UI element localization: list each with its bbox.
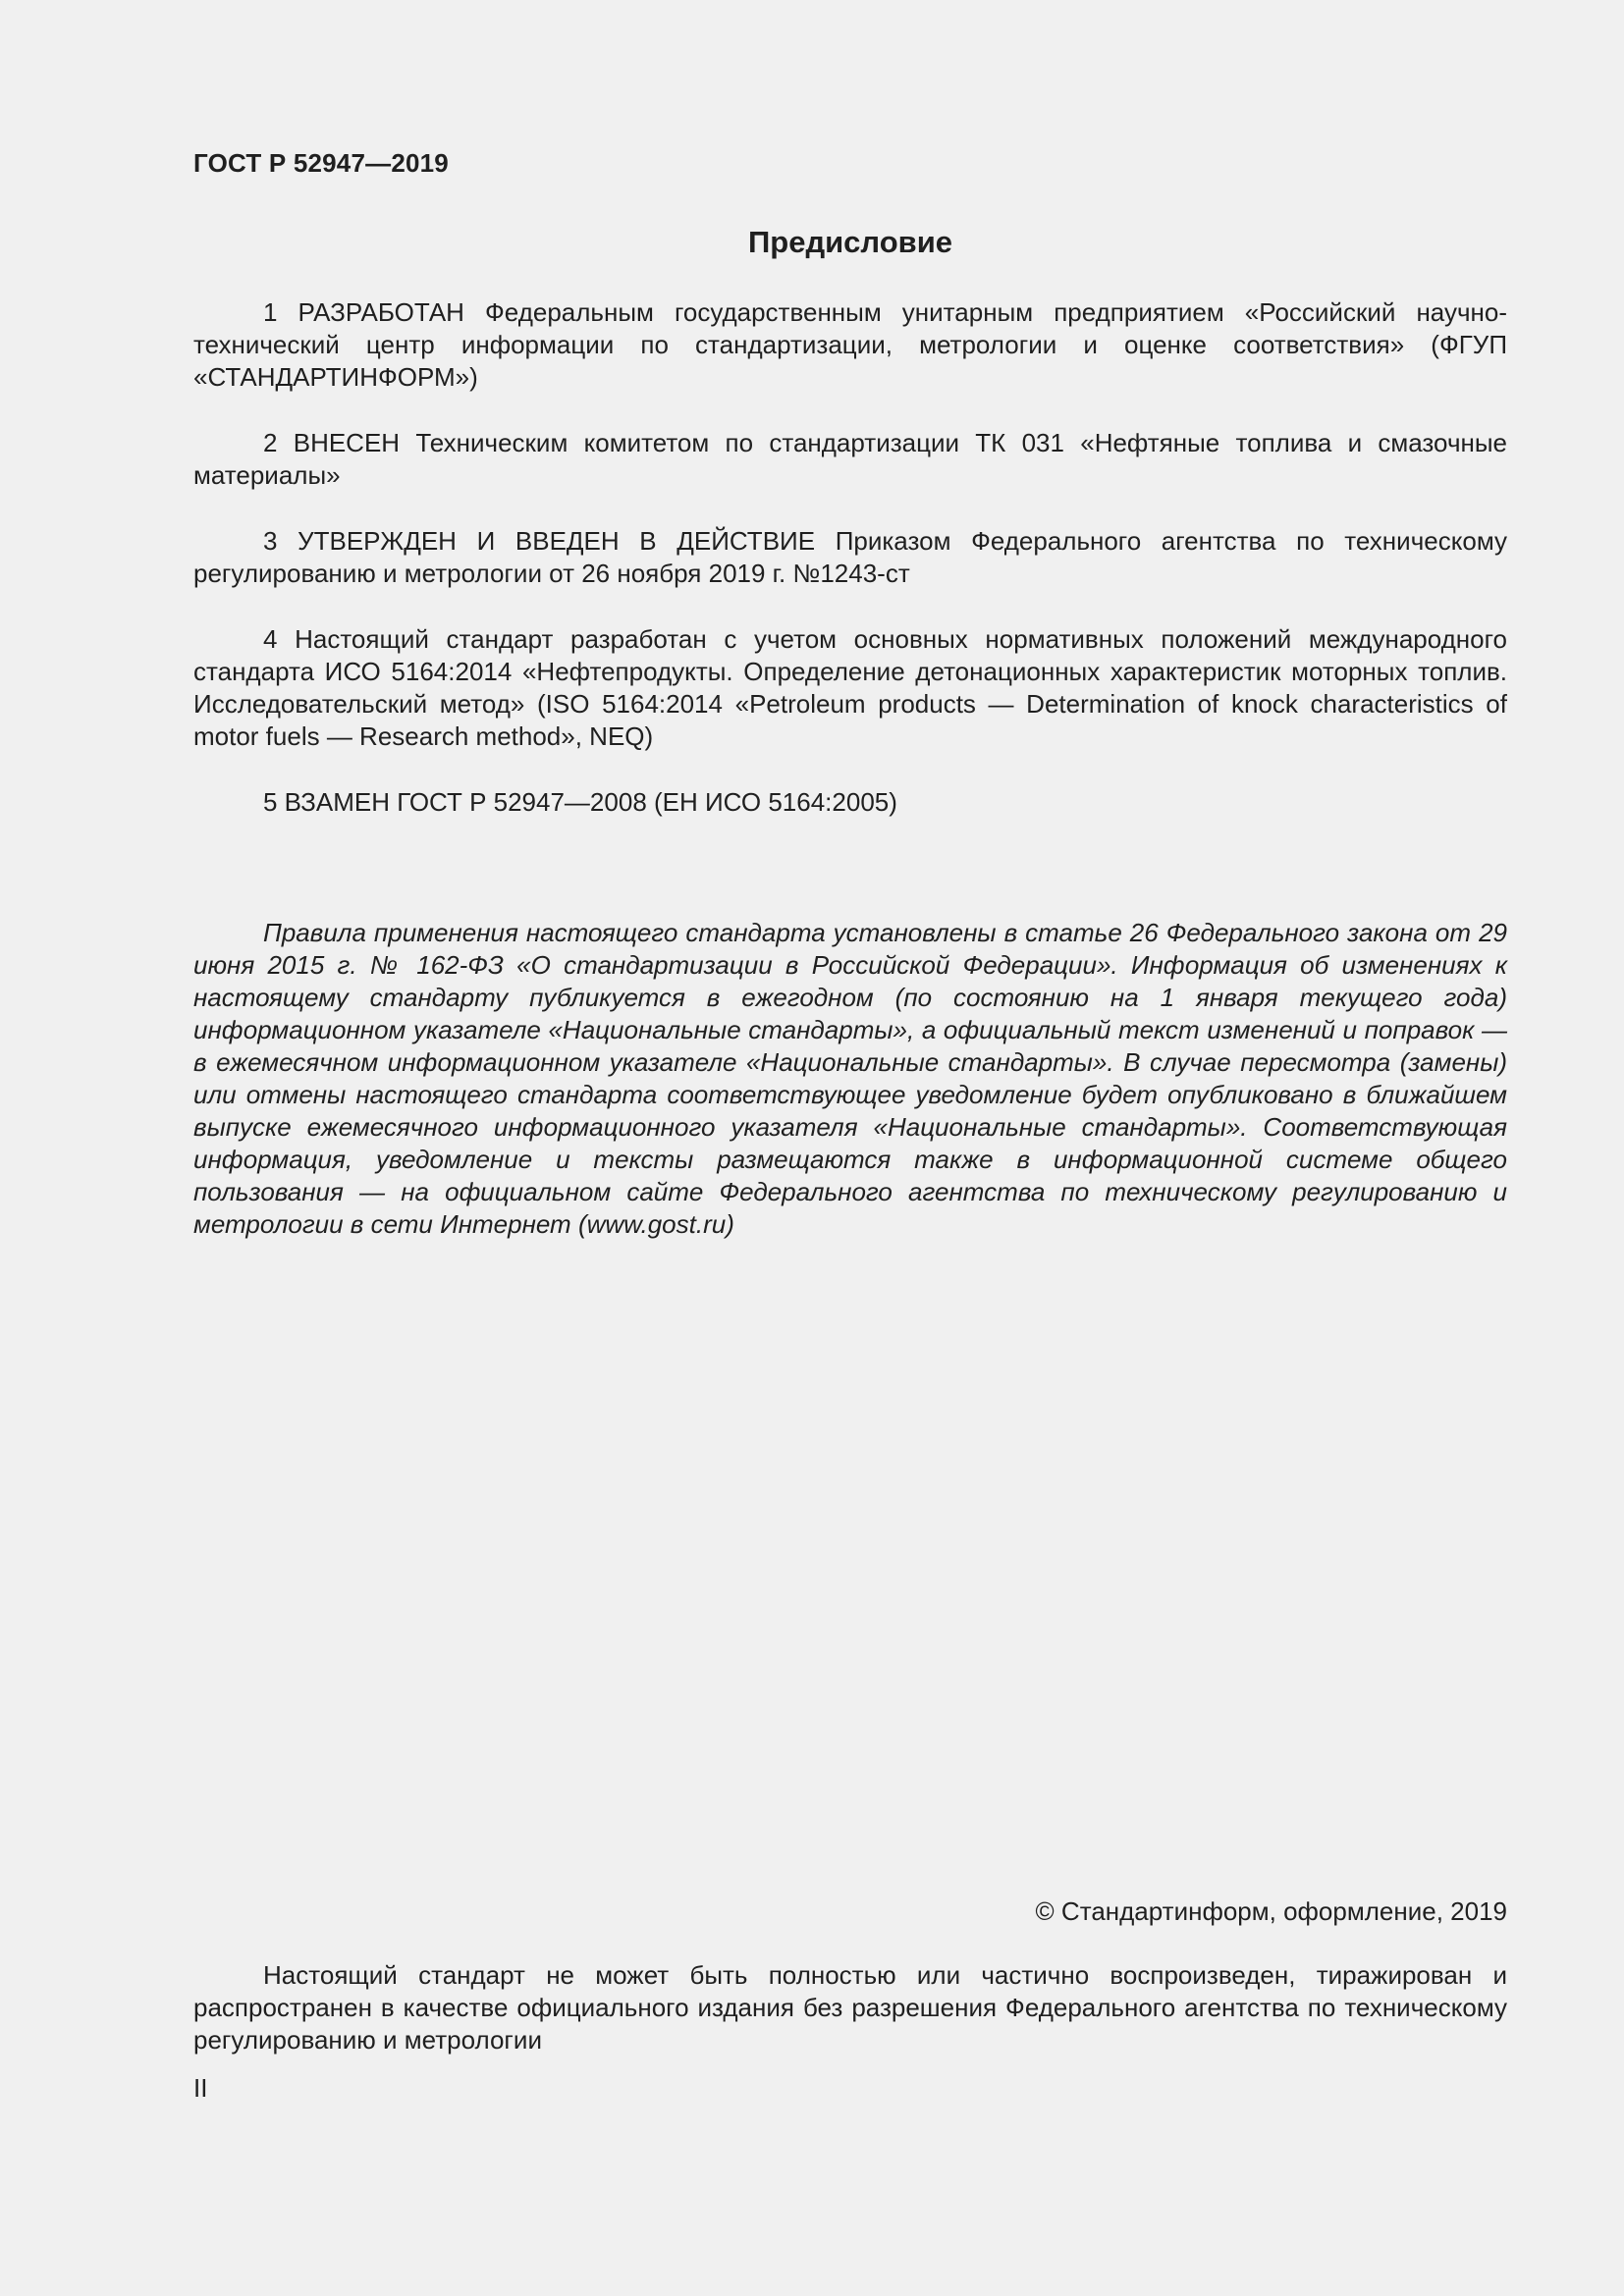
foreword-item-3: 3 УТВЕРЖДЕН И ВВЕДЕН В ДЕЙСТВИЕ Приказом Федерального агентства по техническому регулированию и метрологии от 26 ноября 2019 г. №1243-ст xyxy=(193,526,1507,588)
page-title: Предисловие xyxy=(747,225,952,259)
copyright-line: © Стандартинформ, оформление, 2019 xyxy=(1035,1896,1507,1926)
foreword-item-2: 2 ВНЕСЕН Техническим комитетом по стандартизации ТК 031 «Нефтяные топлива и смазочные материалы» xyxy=(193,428,1507,490)
foreword-item-4: 4 Настоящий стандарт разработан с учетом основных нормативных положений международного стандарта ИСО 5164:2014 «Нефтепродукты. Определение детонационных характеристик моторных топлив. Исследовательский метод» (ISO 5164:2014 «Petroleum products — Determination of knock characteristics of motor fuels — Research method», NEQ) xyxy=(193,624,1507,751)
application-rules-paragraph: Правила применения настоящего стандарта установлены в статье 26 Федерального закона от 29 июня 2015 г. № 162-ФЗ «О стандартизации в Российской Федерации». Информация об изменениях к настоящему стандарту публикуется в ежегодном (по состоянию на 1 января текущего года) информационном указателе «Национальные стандарты», а официальный текст изменений и поправок — в ежемесячном информационном указателе «Национальные стандарты». В случае пересмотра (замены) или отмены настоящего стандарта соответствующее уведомление будет опубликовано в ближайшем выпуске ежемесячного информационного указателя «Национальные стандарты». Соответствующая информация, уведомление и тексты размещаются также в информационной системе общего пользования — на официальном сайте Федерального агентства по техническому регулированию и метрологии в сети Интернет (www.gost.ru) xyxy=(193,918,1507,1239)
page-number: II xyxy=(193,2073,208,2103)
reproduction-notice: Настоящий стандарт не может быть полностью или частично воспроизведен, тиражирован и распространен в качестве официального издания без разрешения Федерального агентства по техническому регулированию и метрологии xyxy=(193,1960,1507,2055)
foreword-item-5: 5 ВЗАМЕН ГОСТ Р 52947—2008 (ЕН ИСО 5164:2005) xyxy=(263,787,897,817)
document-code: ГОСТ Р 52947—2019 xyxy=(193,148,449,178)
foreword-item-1: 1 РАЗРАБОТАН Федеральным государственным унитарным предприятием «Российский научно-технический центр информации по стандартизации, метрологии и оценке соответствия» (ФГУП «СТАНДАРТИНФОРМ») xyxy=(193,297,1507,392)
